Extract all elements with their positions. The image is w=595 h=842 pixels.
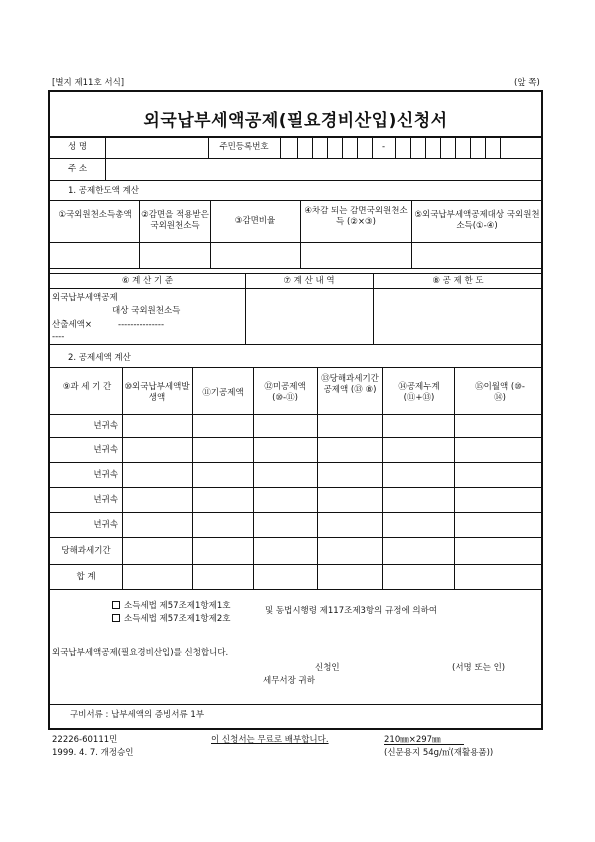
free-notice: 이 신청서는 무료로 배부합니다. — [211, 735, 329, 745]
signature-label: (서명 또는 인) — [452, 663, 506, 673]
col-undeducted: ⑫미공제액 (⑩-⑪) — [264, 382, 306, 403]
form-title: 외국납부세액공제(필요경비산입)신청서 — [143, 111, 448, 131]
col-deduction-limit: ⑧ 공 제 한 도 — [432, 276, 484, 286]
row-label-total: 합 계 — [76, 572, 96, 582]
checkbox[interactable] — [112, 601, 120, 609]
legal-tail: 및 동법시행령 제117조제3항의 규정에 의하여 — [265, 606, 438, 616]
col-carryforward: ⑮이월액 (⑩-⑭) — [475, 382, 525, 403]
formula-dashes-2: ---- — [52, 332, 65, 342]
form-frame — [48, 90, 543, 730]
input-deduction-limit[interactable] — [373, 288, 543, 344]
row-label: 년귀속 — [93, 495, 118, 505]
request-statement: 외국납부세액공제(필요경비산입)를 신청합니다. — [52, 648, 229, 658]
addressee: 세무서장 귀하 — [263, 676, 315, 686]
address-field[interactable] — [105, 158, 540, 180]
check-option-1[interactable] — [112, 599, 230, 611]
col-total-foreign-income: ①국외원천소득총액 — [58, 210, 132, 220]
input-reduced-income[interactable] — [139, 242, 210, 268]
name-label: 성 명 — [67, 142, 88, 152]
form-number: [별지 제11호 서식] — [52, 78, 125, 88]
input-reduction-rate[interactable] — [210, 242, 300, 268]
applicant-label: 신청인 — [315, 663, 340, 673]
row-label: 년귀속 — [93, 445, 118, 455]
col-current-deduction: ⑬당해과세기간공제액 (⑬ ⑧) — [321, 374, 379, 395]
formula-line1: 외국납부세액공제 — [52, 293, 118, 303]
check-option-2[interactable] — [112, 612, 230, 624]
col-tax-period: ⑨과 세 기 간 — [62, 382, 112, 392]
rrn-label: 주민등록번호 — [219, 142, 269, 152]
page-side: (앞 쪽) — [514, 78, 540, 88]
formula-dashes: --------------- — [118, 320, 165, 330]
rrn-dash: - — [381, 142, 386, 152]
col-basis: ⑥ 계 산 기 준 — [121, 276, 174, 286]
col-calc-detail: ⑦ 계 산 내 역 — [283, 276, 335, 286]
col-deducted-income: ④차감 되는 감면국외원천소득 (②×③) — [304, 206, 408, 227]
form-code: 22226-60111민 — [52, 735, 118, 745]
col-reduction-rate: ③감면비율 — [234, 216, 276, 226]
footer-divider — [384, 744, 464, 745]
row-label-current-period: 당해과세기간 — [61, 546, 111, 556]
section1-heading: 1. 공제한도액 계산 — [68, 186, 139, 196]
check-option-1-label: 소득세법 제57조제1항제1호 — [124, 601, 231, 611]
formula-line2: 대상 국외원천소득 — [112, 306, 181, 316]
row-label: 년귀속 — [93, 470, 118, 480]
col-reduced-income: ②감면을 적용받은 국외원천소득 — [141, 210, 209, 231]
formula-line3: 산출세액× — [52, 320, 92, 330]
row-label: 년귀속 — [93, 520, 118, 530]
row-label: 년귀속 — [93, 421, 118, 431]
attachments: 구비서류 : 납부세액의 증빙서류 1부 — [70, 710, 205, 720]
input-eligible-income[interactable] — [411, 242, 543, 268]
section2-heading: 2. 공제세액 계산 — [68, 353, 131, 363]
input-calc-detail[interactable] — [245, 288, 373, 344]
col-eligible-income: ⑤외국납부세액공제대상 국외원천소득(①-④) — [414, 210, 540, 231]
col-cumulative: ⑭공제누계 (⑪+⑬) — [398, 382, 440, 403]
col-foreign-tax-incurred: ⑩외국납부세액발생액 — [124, 382, 190, 403]
address-label: 주 소 — [67, 164, 88, 174]
check-option-2-label: 소득세법 제57조제1항제2호 — [124, 614, 231, 624]
paper-type: (신문용지 54g/㎡(재활용품)) — [384, 748, 494, 758]
col-previously-deducted: ⑪기공제액 — [202, 388, 244, 398]
checkbox[interactable] — [112, 614, 120, 622]
name-field[interactable] — [105, 136, 208, 158]
paper-size: 210㎜×297㎜ — [384, 735, 441, 745]
input-total-foreign-income[interactable] — [50, 242, 139, 268]
approval-date: 1999. 4. 7. 개정승인 — [52, 748, 134, 758]
input-deducted-income[interactable] — [300, 242, 411, 268]
